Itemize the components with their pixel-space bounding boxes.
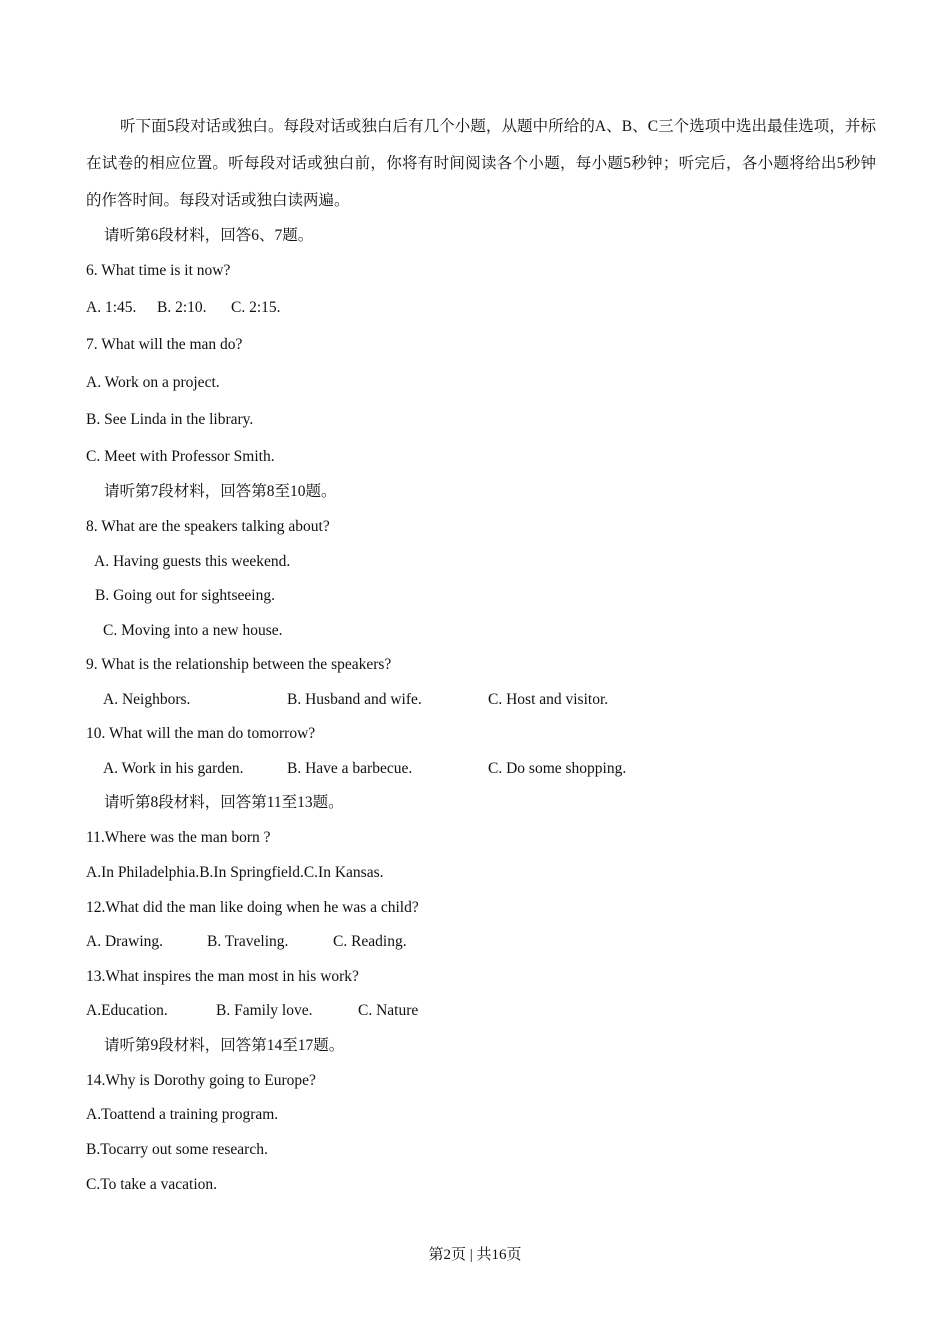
q9-option-b: B. Husband and wife.: [287, 691, 422, 708]
q11-options: A.In Philadelphia.B.In Springfield.C.In Kansas.: [86, 864, 384, 881]
q8-option-c: C. Moving into a new house.: [103, 622, 283, 639]
q7-option-a: A. Work on a project.: [86, 374, 220, 391]
q8-option-a: A. Having guests this weekend.: [94, 553, 291, 570]
section-8-heading: 请听第8段材料，回答第11至13题。: [104, 794, 344, 811]
question-8: 8. What are the speakers talking about?: [86, 518, 330, 535]
q8-option-b: B. Going out for sightseeing.: [95, 587, 275, 604]
instructions-paragraph: 听下面5段对话或独白。每段对话或独白后有几个小题，从题中所给的A、B、C三个选项中选出最佳选项，并标在试卷的相应位置。听每段对话或独白前，你将有时间阅读各个小题，每小题5秒钟；听完后，各小题将给出5秒钟的作答时间。每段对话或独白读两遍。: [86, 118, 876, 209]
q14-option-b: B.Tocarry out some research.: [86, 1141, 268, 1158]
question-11: 11.Where was the man born ?: [86, 829, 271, 846]
page-footer: 第2页 | 共16页: [428, 1247, 522, 1263]
question-13: 13.What inspires the man most in his work?: [86, 968, 359, 985]
q13-option-a: A.Education.: [86, 1002, 168, 1019]
q10-option-b: B. Have a barbecue.: [287, 760, 413, 777]
q14-option-c: C.To take a vacation.: [86, 1176, 218, 1193]
q6-option-b: B. 2:10.: [157, 299, 207, 316]
q6-option-a: A. 1:45.: [86, 299, 137, 316]
question-6: 6. What time is it now?: [86, 262, 231, 279]
question-14: 14.Why is Dorothy going to Europe?: [86, 1072, 316, 1089]
section-7-heading: 请听第7段材料，回答第8至10题。: [104, 483, 337, 500]
question-12: 12.What did the man like doing when he was a child?: [86, 899, 419, 916]
q10-option-a: A. Work in his garden.: [103, 760, 244, 777]
q7-option-b: B. See Linda in the library.: [86, 411, 254, 428]
question-10: 10. What will the man do tomorrow?: [86, 725, 316, 742]
q9-option-a: A. Neighbors.: [103, 691, 191, 708]
q13-option-c: C. Nature: [358, 1002, 419, 1019]
q7-option-c: C. Meet with Professor Smith.: [86, 448, 275, 465]
section-6-heading: 请听第6段材料，回答6、7题。: [104, 227, 314, 244]
q13-option-b: B. Family love.: [216, 1002, 313, 1019]
q12-option-c: C. Reading.: [333, 933, 407, 950]
q12-option-a: A. Drawing.: [86, 933, 164, 950]
question-9: 9. What is the relationship between the speakers?: [86, 656, 392, 673]
q10-option-c: C. Do some shopping.: [488, 760, 627, 777]
q9-option-c: C. Host and visitor.: [488, 691, 609, 708]
section-9-heading: 请听第9段材料，回答第14至17题。: [104, 1037, 345, 1054]
q14-option-a: A.Toattend a training program.: [86, 1106, 279, 1123]
q6-option-c: C. 2:15.: [231, 299, 281, 316]
q12-option-b: B. Traveling.: [207, 933, 289, 950]
question-7: 7. What will the man do?: [86, 336, 243, 353]
